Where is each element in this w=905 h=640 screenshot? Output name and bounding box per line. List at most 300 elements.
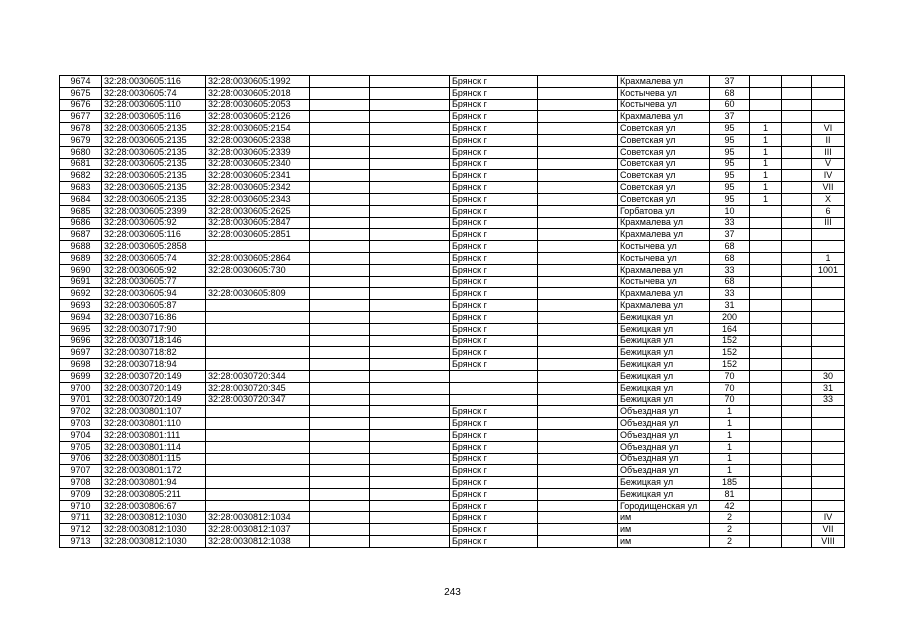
table-cell <box>812 500 845 512</box>
table-cell <box>812 488 845 500</box>
table-cell: 32:28:0030716:86 <box>102 311 206 323</box>
table-cell <box>538 76 618 88</box>
table-cell <box>812 276 845 288</box>
table-cell <box>370 170 450 182</box>
table-cell: 9679 <box>60 134 102 146</box>
table-cell <box>538 477 618 489</box>
table-cell: 32:28:0030605:94 <box>102 288 206 300</box>
table-cell: 1 <box>812 252 845 264</box>
table-cell: 70 <box>710 370 750 382</box>
table-cell <box>370 276 450 288</box>
table-cell <box>370 111 450 123</box>
table-cell <box>812 241 845 253</box>
table-cell <box>750 335 782 347</box>
table-cell: II <box>812 134 845 146</box>
table-cell: Брянск г <box>450 465 538 477</box>
table-cell <box>750 76 782 88</box>
table-cell <box>782 512 812 524</box>
table-cell <box>782 182 812 194</box>
table-cell <box>538 229 618 241</box>
table-cell <box>812 347 845 359</box>
registry-table-body <box>60 76 845 548</box>
table-cell <box>812 359 845 371</box>
table-cell <box>310 252 370 264</box>
table-cell <box>782 276 812 288</box>
cadastral-registry-table <box>59 75 845 548</box>
table-cell: 1 <box>710 406 750 418</box>
table-cell: 152 <box>710 347 750 359</box>
table-cell: 32:28:0030605:1992 <box>206 76 310 88</box>
table-cell <box>538 382 618 394</box>
table-cell: 32:28:0030605:2625 <box>206 205 310 217</box>
table-cell: 32:28:0030720:149 <box>102 382 206 394</box>
table-row <box>60 465 845 477</box>
table-cell <box>206 323 310 335</box>
table-cell: VI <box>812 123 845 135</box>
table-cell <box>782 264 812 276</box>
table-cell: Брянск г <box>450 276 538 288</box>
table-cell <box>750 536 782 548</box>
table-cell <box>538 217 618 229</box>
table-cell <box>812 229 845 241</box>
table-cell: 9691 <box>60 276 102 288</box>
table-cell: Горбатова ул <box>618 205 710 217</box>
table-cell <box>206 276 310 288</box>
table-cell: 32:28:0030605:2053 <box>206 99 310 111</box>
table-cell <box>370 241 450 253</box>
table-cell: 32:28:0030605:74 <box>102 252 206 264</box>
table-cell <box>370 288 450 300</box>
table-cell: 9702 <box>60 406 102 418</box>
table-cell: Бежицкая ул <box>618 335 710 347</box>
table-cell <box>750 99 782 111</box>
table-cell: 9694 <box>60 311 102 323</box>
table-cell: Брянск г <box>450 87 538 99</box>
table-cell: IV <box>812 170 845 182</box>
table-cell: III <box>812 217 845 229</box>
table-cell: 9678 <box>60 123 102 135</box>
table-row <box>60 170 845 182</box>
table-cell <box>538 347 618 359</box>
table-cell: Крахмалева ул <box>618 111 710 123</box>
table-cell: 2 <box>710 536 750 548</box>
table-cell <box>782 323 812 335</box>
table-cell <box>206 488 310 500</box>
table-cell: 32:28:0030812:1034 <box>206 512 310 524</box>
table-cell: 32:28:0030801:107 <box>102 406 206 418</box>
table-cell: Брянск г <box>450 311 538 323</box>
table-cell <box>370 418 450 430</box>
table-cell <box>750 453 782 465</box>
table-cell <box>310 217 370 229</box>
table-cell: 37 <box>710 76 750 88</box>
table-cell: 32:28:0030605:2864 <box>206 252 310 264</box>
table-cell: Брянск г <box>450 335 538 347</box>
table-cell <box>782 229 812 241</box>
table-cell <box>750 512 782 524</box>
table-cell <box>812 323 845 335</box>
table-cell <box>782 288 812 300</box>
table-cell <box>782 217 812 229</box>
table-row <box>60 370 845 382</box>
table-cell <box>782 146 812 158</box>
table-row <box>60 394 845 406</box>
table-cell: Бежицкая ул <box>618 311 710 323</box>
table-cell: 9693 <box>60 300 102 312</box>
table-cell <box>206 335 310 347</box>
table-cell: 32:28:0030717:90 <box>102 323 206 335</box>
table-cell: Советская ул <box>618 123 710 135</box>
table-cell <box>812 111 845 123</box>
table-row <box>60 229 845 241</box>
table-cell: 1 <box>710 429 750 441</box>
table-cell <box>538 182 618 194</box>
table-cell: 95 <box>710 123 750 135</box>
table-cell: 31 <box>812 382 845 394</box>
table-cell <box>370 394 450 406</box>
table-cell <box>750 300 782 312</box>
table-cell <box>782 394 812 406</box>
table-cell <box>782 477 812 489</box>
table-cell <box>310 465 370 477</box>
table-cell: 70 <box>710 394 750 406</box>
table-cell <box>310 229 370 241</box>
table-cell: Брянск г <box>450 182 538 194</box>
table-cell: 32:28:0030605:2343 <box>206 193 310 205</box>
table-cell: 32:28:0030605:2135 <box>102 146 206 158</box>
table-row <box>60 99 845 111</box>
table-cell: 32:28:0030605:87 <box>102 300 206 312</box>
table-row <box>60 123 845 135</box>
table-cell <box>782 429 812 441</box>
table-cell <box>310 182 370 194</box>
table-cell: Бежицкая ул <box>618 477 710 489</box>
table-cell <box>782 465 812 477</box>
table-cell: Бежицкая ул <box>618 382 710 394</box>
table-cell: Бежицкая ул <box>618 347 710 359</box>
table-cell <box>538 465 618 477</box>
table-cell: 32:28:0030605:2851 <box>206 229 310 241</box>
table-cell <box>812 477 845 489</box>
table-cell <box>782 134 812 146</box>
table-cell: Крахмалева ул <box>618 76 710 88</box>
table-cell <box>538 536 618 548</box>
table-cell <box>370 512 450 524</box>
table-cell: IV <box>812 512 845 524</box>
table-cell: 95 <box>710 170 750 182</box>
table-cell: 32:28:0030812:1030 <box>102 512 206 524</box>
table-cell: Костычева ул <box>618 99 710 111</box>
table-cell <box>782 252 812 264</box>
table-cell: Советская ул <box>618 146 710 158</box>
table-cell <box>370 524 450 536</box>
table-cell <box>206 347 310 359</box>
table-cell: Брянск г <box>450 111 538 123</box>
table-cell <box>538 123 618 135</box>
table-cell: 33 <box>812 394 845 406</box>
table-cell <box>310 241 370 253</box>
table-cell: 32:28:0030801:115 <box>102 453 206 465</box>
table-cell <box>538 288 618 300</box>
table-cell <box>370 99 450 111</box>
table-cell <box>782 382 812 394</box>
table-cell: 70 <box>710 382 750 394</box>
table-cell <box>782 241 812 253</box>
table-cell <box>370 382 450 394</box>
table-cell <box>538 311 618 323</box>
table-row <box>60 76 845 88</box>
table-cell: 9674 <box>60 76 102 88</box>
table-cell <box>538 264 618 276</box>
table-cell <box>370 500 450 512</box>
table-cell: 32:28:0030605:74 <box>102 87 206 99</box>
table-cell <box>538 205 618 217</box>
table-cell: 1 <box>750 193 782 205</box>
table-cell: 9709 <box>60 488 102 500</box>
table-cell: Брянск г <box>450 288 538 300</box>
table-cell: Бежицкая ул <box>618 323 710 335</box>
table-cell <box>538 158 618 170</box>
table-cell <box>310 288 370 300</box>
table-cell <box>538 370 618 382</box>
table-cell <box>782 406 812 418</box>
table-row <box>60 347 845 359</box>
table-cell <box>782 111 812 123</box>
table-cell: 32:28:0030806:67 <box>102 500 206 512</box>
table-cell <box>750 406 782 418</box>
table-cell: Брянск г <box>450 524 538 536</box>
table-cell: 32:28:0030605:2847 <box>206 217 310 229</box>
table-cell: 32:28:0030801:111 <box>102 429 206 441</box>
table-cell <box>782 370 812 382</box>
table-cell: 9685 <box>60 205 102 217</box>
table-cell: 32:28:0030605:2135 <box>102 193 206 205</box>
table-row <box>60 87 845 99</box>
table-cell: Бежицкая ул <box>618 359 710 371</box>
table-cell <box>538 323 618 335</box>
table-cell: 9681 <box>60 158 102 170</box>
table-cell <box>370 205 450 217</box>
table-cell: 9684 <box>60 193 102 205</box>
table-cell: Объездная ул <box>618 418 710 430</box>
table-cell <box>782 500 812 512</box>
table-cell: 95 <box>710 193 750 205</box>
table-cell: 95 <box>710 182 750 194</box>
table-cell: 9697 <box>60 347 102 359</box>
table-cell <box>812 441 845 453</box>
table-cell <box>812 418 845 430</box>
table-cell <box>370 311 450 323</box>
table-cell: Брянск г <box>450 488 538 500</box>
table-cell <box>310 134 370 146</box>
table-row <box>60 134 845 146</box>
table-cell: им <box>618 524 710 536</box>
table-cell: Брянск г <box>450 205 538 217</box>
table-cell <box>782 536 812 548</box>
table-cell <box>750 276 782 288</box>
table-cell: 1 <box>750 146 782 158</box>
table-cell <box>370 76 450 88</box>
table-row <box>60 429 845 441</box>
table-cell: 32:28:0030801:172 <box>102 465 206 477</box>
table-cell: 9712 <box>60 524 102 536</box>
table-cell: 32:28:0030605:2858 <box>102 241 206 253</box>
table-cell <box>812 288 845 300</box>
table-cell <box>206 241 310 253</box>
table-cell <box>538 500 618 512</box>
table-cell <box>750 323 782 335</box>
table-cell: 30 <box>812 370 845 382</box>
table-cell <box>782 87 812 99</box>
table-cell: Крахмалева ул <box>618 288 710 300</box>
table-cell <box>538 418 618 430</box>
table-cell: Брянск г <box>450 134 538 146</box>
table-cell: Крахмалева ул <box>618 264 710 276</box>
table-cell <box>370 323 450 335</box>
table-cell <box>750 524 782 536</box>
table-cell <box>370 359 450 371</box>
table-cell <box>750 500 782 512</box>
table-cell: Объездная ул <box>618 465 710 477</box>
table-cell: 9707 <box>60 465 102 477</box>
table-cell: Брянск г <box>450 241 538 253</box>
table-cell <box>750 288 782 300</box>
table-cell <box>310 123 370 135</box>
table-cell: Брянск г <box>450 158 538 170</box>
table-cell: 32:28:0030720:149 <box>102 370 206 382</box>
table-cell <box>370 158 450 170</box>
table-cell <box>538 441 618 453</box>
table-cell: V <box>812 158 845 170</box>
table-cell: 152 <box>710 359 750 371</box>
table-cell <box>750 394 782 406</box>
table-cell <box>370 536 450 548</box>
table-cell: 1 <box>750 170 782 182</box>
table-cell <box>750 87 782 99</box>
table-cell <box>812 300 845 312</box>
table-row <box>60 158 845 170</box>
table-cell <box>782 158 812 170</box>
table-cell <box>310 146 370 158</box>
table-cell: Брянск г <box>450 406 538 418</box>
table-cell: 32:28:0030720:149 <box>102 394 206 406</box>
table-cell: Бежицкая ул <box>618 488 710 500</box>
table-cell: 9682 <box>60 170 102 182</box>
table-cell <box>538 406 618 418</box>
table-cell <box>750 217 782 229</box>
table-cell <box>310 158 370 170</box>
table-cell: 42 <box>710 500 750 512</box>
table-row <box>60 300 845 312</box>
table-cell <box>370 335 450 347</box>
table-cell <box>538 488 618 500</box>
table-cell <box>370 146 450 158</box>
table-cell: 95 <box>710 158 750 170</box>
table-cell: 1 <box>750 134 782 146</box>
table-cell: Крахмалева ул <box>618 300 710 312</box>
table-cell: Костычева ул <box>618 276 710 288</box>
table-cell <box>310 311 370 323</box>
table-row <box>60 512 845 524</box>
table-cell <box>310 512 370 524</box>
table-cell <box>538 111 618 123</box>
table-cell: Брянск г <box>450 418 538 430</box>
table-cell <box>812 76 845 88</box>
table-cell <box>538 134 618 146</box>
table-cell: 1001 <box>812 264 845 276</box>
table-cell <box>750 311 782 323</box>
table-row <box>60 276 845 288</box>
table-cell <box>370 465 450 477</box>
table-cell: 9686 <box>60 217 102 229</box>
table-cell <box>206 406 310 418</box>
table-cell <box>750 111 782 123</box>
table-cell: 32:28:0030605:809 <box>206 288 310 300</box>
table-cell: 32:28:0030605:92 <box>102 264 206 276</box>
table-cell: 68 <box>710 276 750 288</box>
table-cell: Советская ул <box>618 134 710 146</box>
table-cell: 32:28:0030812:1038 <box>206 536 310 548</box>
table-cell: Брянск г <box>450 76 538 88</box>
table-cell <box>538 241 618 253</box>
table-cell <box>538 146 618 158</box>
table-cell: 152 <box>710 335 750 347</box>
table-cell <box>538 170 618 182</box>
table-cell <box>310 477 370 489</box>
table-cell: 1 <box>710 441 750 453</box>
table-cell: 10 <box>710 205 750 217</box>
table-cell: Брянск г <box>450 146 538 158</box>
table-cell: 1 <box>710 465 750 477</box>
table-cell: 9708 <box>60 477 102 489</box>
table-row <box>60 323 845 335</box>
table-row <box>60 335 845 347</box>
table-cell: 185 <box>710 477 750 489</box>
table-row <box>60 241 845 253</box>
table-cell: 1 <box>710 453 750 465</box>
table-cell: Объездная ул <box>618 429 710 441</box>
table-cell: 32:28:0030605:2018 <box>206 87 310 99</box>
table-cell: 9676 <box>60 99 102 111</box>
table-cell: 164 <box>710 323 750 335</box>
table-cell <box>750 370 782 382</box>
table-cell <box>310 87 370 99</box>
table-cell <box>310 382 370 394</box>
table-cell: Брянск г <box>450 359 538 371</box>
table-cell: 95 <box>710 146 750 158</box>
table-cell <box>750 264 782 276</box>
table-cell <box>370 429 450 441</box>
table-cell <box>538 335 618 347</box>
table-cell <box>450 370 538 382</box>
table-cell <box>310 406 370 418</box>
table-cell: 32:28:0030812:1037 <box>206 524 310 536</box>
table-cell: Костычева ул <box>618 87 710 99</box>
table-row <box>60 477 845 489</box>
table-cell: 1 <box>750 158 782 170</box>
table-cell: Брянск г <box>450 441 538 453</box>
table-cell <box>750 241 782 253</box>
table-cell: 32:28:0030605:116 <box>102 229 206 241</box>
table-cell <box>206 477 310 489</box>
table-cell: 68 <box>710 252 750 264</box>
table-cell: 33 <box>710 288 750 300</box>
table-cell: 9711 <box>60 512 102 524</box>
table-cell: 60 <box>710 99 750 111</box>
table-cell <box>538 193 618 205</box>
table-cell <box>310 323 370 335</box>
table-cell: 9680 <box>60 146 102 158</box>
